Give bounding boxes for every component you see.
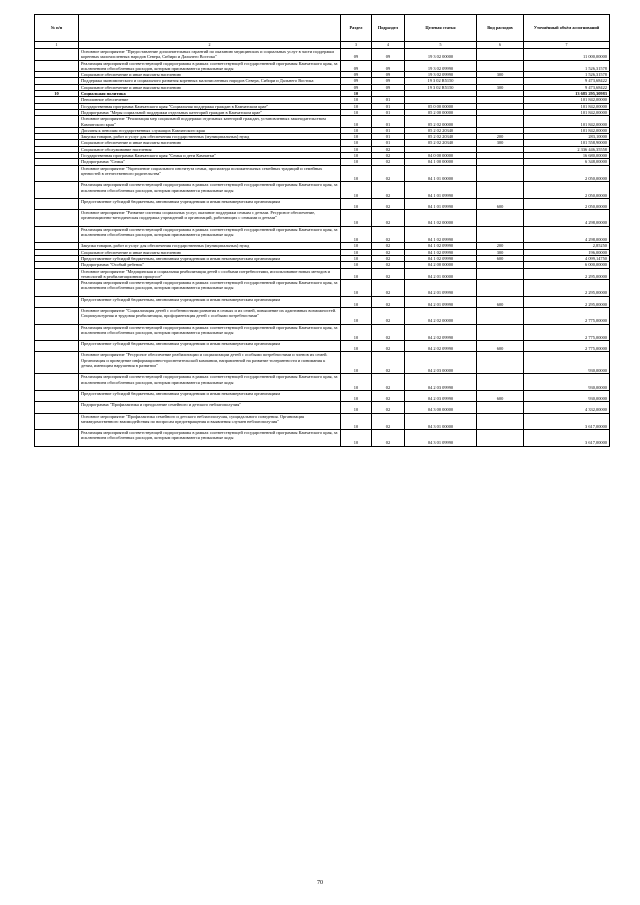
- row-expense-type: [477, 210, 524, 227]
- row-number: [35, 296, 79, 307]
- table-row: [35, 210, 610, 227]
- row-podrazdel: 02: [372, 296, 405, 307]
- table-row: [35, 280, 610, 297]
- row-expense-type: [477, 352, 524, 374]
- row-target-article: 19 3 02 R5150: [405, 78, 477, 84]
- row-podrazdel: 02: [372, 352, 405, 374]
- row-amount: 4 298,00000: [524, 210, 610, 227]
- row-amount: 3 617,00000: [524, 413, 610, 430]
- table-row: [35, 402, 610, 413]
- row-name: Основное мероприятие "Развитие системы социальных услуг, оказание поддержки семьям с детьми. Ресурсное обеспечение, организационно-методическая поддержка учреждений и организаций, работающих с семьями и детьми": [79, 210, 341, 227]
- row-amount: 2 295,00000: [524, 280, 610, 297]
- row-number: [35, 198, 79, 209]
- row-amount: 2 336 446,35558: [524, 146, 610, 152]
- row-name: Подпрограмма "Меры социальной поддержки отдельных категорий граждан в Камчатском крае": [79, 109, 341, 115]
- row-razdel: 10: [341, 430, 372, 447]
- row-name: Социальное обеспечение и иные выплаты населению: [79, 249, 341, 255]
- row-name: Подпрограмма "Особый ребенок": [79, 262, 341, 268]
- header-cs: Целевая статья: [405, 15, 477, 42]
- row-razdel: 09: [341, 72, 372, 78]
- row-target-article: 04 0 00 00000: [405, 153, 477, 159]
- row-expense-type: 600: [477, 390, 524, 401]
- row-podrazdel: 02: [372, 280, 405, 297]
- row-expense-type: [477, 402, 524, 413]
- row-amount: 2,85250: [524, 243, 610, 249]
- row-expense-type: 300: [477, 249, 524, 255]
- row-expense-type: [477, 307, 524, 324]
- row-razdel: 10: [341, 280, 372, 297]
- row-podrazdel: 09: [372, 84, 405, 90]
- row-razdel: 10: [341, 255, 372, 261]
- row-number: [35, 182, 79, 199]
- row-podrazdel: 01: [372, 97, 405, 103]
- column-index: 5: [405, 42, 477, 49]
- row-amount: 930,00000: [524, 390, 610, 401]
- row-target-article: 19 3 02 R5150: [405, 84, 477, 90]
- row-expense-type: [477, 165, 524, 182]
- row-name: Основное мероприятие "Укрепление социального института семьи, пропаганда положительных семейных традиций и семейных ценностей в отечественного родительства": [79, 165, 341, 182]
- row-amount: 101 842,00000: [524, 109, 610, 115]
- column-index-row: [35, 42, 610, 49]
- row-amount: 101 842,00000: [524, 116, 610, 128]
- row-podrazdel: 01: [372, 134, 405, 140]
- row-name: Предоставление субсидий бюджетным, автономным учреждениям и иным некоммерческим организациям: [79, 390, 341, 401]
- row-expense-type: [477, 374, 524, 391]
- row-amount: 196,00000: [524, 249, 610, 255]
- row-podrazdel: 02: [372, 268, 405, 280]
- row-target-article: 19 3 02 09990: [405, 72, 477, 78]
- row-name: Государственная программа Камчатского края "Социальная поддержка граждан в Камчатском крае": [79, 103, 341, 109]
- column-index: 6: [477, 42, 524, 49]
- row-podrazdel: 02: [372, 146, 405, 152]
- row-target-article: 04 1 01 00000: [405, 165, 477, 182]
- row-target-article: 04 2 00 00000: [405, 262, 477, 268]
- row-podrazdel: 02: [372, 324, 405, 341]
- row-razdel: 10: [341, 153, 372, 159]
- row-amount: 101 842,00000: [524, 103, 610, 109]
- row-amount: 2 050,00000: [524, 198, 610, 209]
- row-target-article: 04 1 00 00000: [405, 159, 477, 165]
- row-expense-type: [477, 60, 524, 72]
- row-amount: 930,00000: [524, 352, 610, 374]
- row-podrazdel: 02: [372, 390, 405, 401]
- row-name: Доплаты к пенсиям государственных служащих Камчатского края: [79, 127, 341, 133]
- row-razdel: 10: [341, 165, 372, 182]
- row-target-article: 04 2 03 09990: [405, 374, 477, 391]
- row-razdel: 10: [341, 243, 372, 249]
- row-podrazdel: 02: [372, 165, 405, 182]
- column-index: 3: [341, 42, 372, 49]
- row-amount: 1 526,31578: [524, 60, 610, 72]
- row-amount: 2 295,00000: [524, 296, 610, 307]
- table-row: [35, 198, 610, 209]
- row-number: [35, 210, 79, 227]
- header-sum: Уточнённый объём ассигнований: [524, 15, 610, 42]
- row-name: Основное мероприятие "Реализация мер социальной поддержки отдельных категорий граждан, установленных законодательством Камчатского края": [79, 116, 341, 128]
- row-number: [35, 430, 79, 447]
- row-amount: 930,00000: [524, 374, 610, 391]
- row-name: Предоставление субсидий бюджетным, автономным учреждениям и иным некоммерческим организациям: [79, 296, 341, 307]
- row-target-article: 04 1 02 00000: [405, 210, 477, 227]
- row-podrazdel: 02: [372, 255, 405, 261]
- row-podrazdel: 09: [372, 49, 405, 61]
- row-target-article: 04 2 03 09990: [405, 390, 477, 401]
- budget-table: [34, 14, 610, 447]
- row-number: [35, 280, 79, 297]
- row-target-article: 05 2 02 20340: [405, 127, 477, 133]
- header-name: [79, 15, 341, 42]
- row-razdel: 10: [341, 210, 372, 227]
- table-row: [35, 413, 610, 430]
- row-target-article: 05 2 02 20340: [405, 134, 477, 140]
- column-index: 2: [79, 42, 341, 49]
- column-index: 1: [35, 42, 79, 49]
- row-amount: 2 775,00000: [524, 307, 610, 324]
- table-row: [35, 268, 610, 280]
- row-target-article: 04 1 02 09990: [405, 255, 477, 261]
- row-podrazdel: 02: [372, 249, 405, 255]
- row-amount: 101 842,00000: [524, 127, 610, 133]
- row-razdel: 09: [341, 60, 372, 72]
- table-row: [35, 374, 610, 391]
- row-podrazdel: 01: [372, 103, 405, 109]
- row-name: Поддержка экономического и социального развития коренных малочисленных народов Севера, Сибири и Дальнего Востока: [79, 78, 341, 84]
- row-name: Основное мероприятие "Социализация детей с особенностями развития в семьях и их семей, повышение их адаптивных возможностей. Социокультурная и трудовая реабилитация, профориентация детей с особыми потребностями": [79, 307, 341, 324]
- row-expense-type: 600: [477, 296, 524, 307]
- row-name: Закупка товаров, работ и услуг для обеспечения государственных (муниципальных) нужд: [79, 243, 341, 249]
- row-podrazdel: 02: [372, 226, 405, 243]
- row-number: [35, 165, 79, 182]
- row-expense-type: 600: [477, 341, 524, 352]
- header-razdel: Раздел: [341, 15, 372, 42]
- row-podrazdel: 02: [372, 262, 405, 268]
- row-amount: 2 775,00000: [524, 324, 610, 341]
- row-name: Реализация мероприятий соответствующей подпрограммы в рамках соответствующей государственной программы Камчатского края, за исключением обособленных расходов, которым присваиваются уникальные коды: [79, 324, 341, 341]
- row-podrazdel: 01: [372, 109, 405, 115]
- row-podrazdel: 09: [372, 60, 405, 72]
- row-razdel: 09: [341, 49, 372, 61]
- row-name: Реализация мероприятий соответствующей подпрограммы в рамках соответствующей государственной программы Камчатского края, за исключением обособленных расходов, которым присваиваются уникальные коды: [79, 226, 341, 243]
- row-razdel: 09: [341, 78, 372, 84]
- row-expense-type: [477, 116, 524, 128]
- row-expense-type: [477, 226, 524, 243]
- row-name: Основное мероприятие "Ресурсное обеспечение реабилитации и социализации детей с особыми потребностями и членов их семей. Организация и проведение информационно-просветительской кампании, направленной на развитие толерантности и понимания к детям, имеющим нарушения в развитии": [79, 352, 341, 374]
- row-target-article: 05 2 02 20340: [405, 140, 477, 146]
- row-expense-type: 200: [477, 134, 524, 140]
- table-row: [35, 352, 610, 374]
- row-target-article: 04 3 00 00000: [405, 402, 477, 413]
- row-target-article: 04 1 01 09990: [405, 198, 477, 209]
- table-row: [35, 49, 610, 61]
- row-amount: 2 050,00000: [524, 182, 610, 199]
- row-expense-type: [477, 324, 524, 341]
- row-podrazdel: 02: [372, 430, 405, 447]
- row-amount: 13 685 295,30983: [524, 91, 610, 97]
- row-podrazdel: 02: [372, 413, 405, 430]
- row-number: [35, 116, 79, 128]
- row-expense-type: [477, 413, 524, 430]
- row-podrazdel: 01: [372, 140, 405, 146]
- table-row: [35, 341, 610, 352]
- row-number: [35, 60, 79, 72]
- row-amount: 101 558,90000: [524, 140, 610, 146]
- row-name: Подпрограмма "Семья": [79, 159, 341, 165]
- row-podrazdel: 02: [372, 182, 405, 199]
- row-target-article: 04 1 02 09990: [405, 226, 477, 243]
- row-expense-type: 300: [477, 84, 524, 90]
- row-number: [35, 352, 79, 374]
- row-podrazdel: 09: [372, 72, 405, 78]
- row-name: Государственная программа Камчатского края "Семья и дети Камчатки": [79, 153, 341, 159]
- row-expense-type: 600: [477, 255, 524, 261]
- row-razdel: 10: [341, 341, 372, 352]
- row-amount: 9 473,68422: [524, 84, 610, 90]
- row-target-article: 05 0 00 00000: [405, 103, 477, 109]
- row-expense-type: [477, 182, 524, 199]
- table-row: [35, 390, 610, 401]
- row-amount: 283,10000: [524, 134, 610, 140]
- row-name: Реализация мероприятий соответствующей подпрограммы в рамках соответствующей государственной программы Камчатского края, за исключением обособленных расходов, которым присваиваются уникальные коды: [79, 280, 341, 297]
- row-target-article: 04 2 01 09990: [405, 296, 477, 307]
- row-target-article: 05 2 02 00000: [405, 116, 477, 128]
- row-target-article: 04 3 01 00000: [405, 413, 477, 430]
- row-razdel: 10: [341, 109, 372, 115]
- row-number: [35, 49, 79, 61]
- row-amount: 3 617,00000: [524, 430, 610, 447]
- row-razdel: 10: [341, 159, 372, 165]
- table-row: [35, 226, 610, 243]
- row-podrazdel: 02: [372, 210, 405, 227]
- row-number: 10: [35, 91, 79, 97]
- row-amount: 2 775,00000: [524, 341, 610, 352]
- header-num: № п/п: [35, 15, 79, 42]
- row-name: Закупка товаров, работ и услуг для обеспечения государственных (муниципальных) нужд: [79, 134, 341, 140]
- row-target-article: 04 2 02 09990: [405, 324, 477, 341]
- row-name: Социальное обеспечение и иные выплаты населению: [79, 84, 341, 90]
- row-podrazdel: 02: [372, 243, 405, 249]
- row-razdel: 10: [341, 324, 372, 341]
- row-razdel: 10: [341, 182, 372, 199]
- row-name: Реализация мероприятий соответствующей подпрограммы в рамках соответствующей государственной программы Камчатского края, за исключением обособленных расходов, которым присваиваются уникальные коды: [79, 430, 341, 447]
- row-expense-type: [477, 280, 524, 297]
- row-razdel: 10: [341, 413, 372, 430]
- row-target-article: 04 1 02 09990: [405, 243, 477, 249]
- row-razdel: 10: [341, 198, 372, 209]
- row-razdel: 10: [341, 402, 372, 413]
- table-row: [35, 324, 610, 341]
- row-name: Основное мероприятие "Профилактика семейного и детского неблагополучия, суицидального поведения. Организация межведомственного взаимодействия по вопросам предотвращения и выявления случаев неблагополучия": [79, 413, 341, 430]
- row-name: Подпрограмма "Профилактика и преодоление семейного и детского неблагополучия": [79, 402, 341, 413]
- row-expense-type: 600: [477, 198, 524, 209]
- row-name: Основное мероприятие "Предоставление дополнительных гарантий по оказанию медицинских и социальных услуг в части поддержки коренных малочисленных народов Севера, Сибири и Дальнего Востока": [79, 49, 341, 61]
- row-expense-type: 300: [477, 72, 524, 78]
- row-amount: 2 050,00000: [524, 165, 610, 182]
- row-expense-type: 200: [477, 243, 524, 249]
- row-expense-type: [477, 268, 524, 280]
- row-expense-type: 300: [477, 140, 524, 146]
- table-row: [35, 296, 610, 307]
- row-amount: 2 295,00000: [524, 268, 610, 280]
- row-razdel: 10: [341, 249, 372, 255]
- row-number: [35, 413, 79, 430]
- page-number: 70: [317, 880, 323, 886]
- row-razdel: 10: [341, 140, 372, 146]
- row-amount: 6 348,00000: [524, 159, 610, 165]
- row-name: Реализация мероприятий соответствующей подпрограммы в рамках соответствующей государственной программы Камчатского края, за исключением обособленных расходов, которым присваиваются уникальные коды: [79, 374, 341, 391]
- row-name: Социальное обеспечение и иные выплаты населению: [79, 72, 341, 78]
- row-razdel: 10: [341, 390, 372, 401]
- row-amount: 16 680,00000: [524, 153, 610, 159]
- row-number: [35, 374, 79, 391]
- row-target-article: 04 2 03 00000: [405, 352, 477, 374]
- row-expense-type: [477, 49, 524, 61]
- row-target-article: 04 1 02 09990: [405, 249, 477, 255]
- row-razdel: 10: [341, 374, 372, 391]
- row-name: Пенсионное обеспечение: [79, 97, 341, 103]
- row-target-article: 04 2 02 00000: [405, 307, 477, 324]
- row-target-article: 19 3 02 00000: [405, 49, 477, 61]
- row-name: Основное мероприятие "Медицинская и социальная реабилитация детей с особыми потребностями, использование новых методов и технологий в реабилитационном процессе": [79, 268, 341, 280]
- row-amount: 9 473,68422: [524, 78, 610, 84]
- row-name: Предоставление субсидий бюджетным, автономным учреждениям и иным некоммерческим организациям: [79, 341, 341, 352]
- row-target-article: 04 1 01 09990: [405, 182, 477, 199]
- row-amount: 6 000,00000: [524, 262, 610, 268]
- row-amount: 1 526,31578: [524, 72, 610, 78]
- row-number: [35, 226, 79, 243]
- row-razdel: 09: [341, 84, 372, 90]
- row-razdel: 10: [341, 103, 372, 109]
- header-podrazdel: Подраздел: [372, 15, 405, 42]
- row-podrazdel: 02: [372, 159, 405, 165]
- row-name: Реализация мероприятий соответствующей подпрограммы в рамках соответствующей государственной программы Камчатского края, за исключением обособленных расходов, которым присваиваются уникальные коды: [79, 60, 341, 72]
- row-podrazdel: 02: [372, 402, 405, 413]
- row-number: [35, 390, 79, 401]
- table-header-row: [35, 15, 610, 42]
- row-podrazdel: 02: [372, 307, 405, 324]
- row-podrazdel: 09: [372, 78, 405, 84]
- row-name: Предоставление субсидий бюджетным, автономным учреждениям и иным некоммерческим организациям: [79, 198, 341, 209]
- table-row: [35, 165, 610, 182]
- row-number: [35, 324, 79, 341]
- row-target-article: 04 2 01 09990: [405, 280, 477, 297]
- row-razdel: 10: [341, 91, 372, 97]
- row-razdel: 10: [341, 307, 372, 324]
- row-amount: 4 298,00000: [524, 226, 610, 243]
- row-razdel: 10: [341, 97, 372, 103]
- table-body: [35, 49, 610, 447]
- row-razdel: 10: [341, 146, 372, 152]
- row-target-article: 04 3 01 09990: [405, 430, 477, 447]
- row-podrazdel: 01: [372, 127, 405, 133]
- row-razdel: 10: [341, 226, 372, 243]
- row-number: [35, 402, 79, 413]
- row-number: [35, 268, 79, 280]
- row-razdel: 10: [341, 352, 372, 374]
- row-name: Социальная политика: [79, 91, 341, 97]
- table-row: [35, 430, 610, 447]
- column-index: 4: [372, 42, 405, 49]
- row-podrazdel: 02: [372, 153, 405, 159]
- row-target-article: 19 3 02 09990: [405, 60, 477, 72]
- row-razdel: 10: [341, 127, 372, 133]
- table-row: [35, 116, 610, 128]
- table-row: [35, 307, 610, 324]
- row-amount: 101 842,00000: [524, 97, 610, 103]
- row-name: Социальное обслуживание населения: [79, 146, 341, 152]
- row-number: [35, 341, 79, 352]
- row-target-article: 04 2 01 00000: [405, 268, 477, 280]
- row-target-article: 04 2 02 09990: [405, 341, 477, 352]
- row-razdel: 10: [341, 262, 372, 268]
- table-row: [35, 60, 610, 72]
- row-razdel: 10: [341, 268, 372, 280]
- column-index: 7: [524, 42, 610, 49]
- row-podrazdel: 02: [372, 341, 405, 352]
- table-row: [35, 182, 610, 199]
- row-target-article: 05 2 00 00000: [405, 109, 477, 115]
- row-name: Предоставление субсидий бюджетным, автономным учреждениям и иным некоммерческим организациям: [79, 255, 341, 261]
- row-podrazdel: 02: [372, 198, 405, 209]
- row-podrazdel: 01: [372, 116, 405, 128]
- row-name: Реализация мероприятий соответствующей подпрограммы в рамках соответствующей государственной программы Камчатского края, за исключением обособленных расходов, которым присваиваются уникальные коды: [79, 182, 341, 199]
- row-razdel: 10: [341, 116, 372, 128]
- row-razdel: 10: [341, 296, 372, 307]
- row-name: Социальное обеспечение и иные выплаты населению: [79, 140, 341, 146]
- row-number: [35, 307, 79, 324]
- row-podrazdel: 02: [372, 374, 405, 391]
- row-amount: 4 099,14750: [524, 255, 610, 261]
- row-expense-type: [477, 430, 524, 447]
- row-amount: 11 000,00000: [524, 49, 610, 61]
- header-vid: Вид расходов: [477, 15, 524, 42]
- row-razdel: 10: [341, 134, 372, 140]
- row-amount: 4 332,00000: [524, 402, 610, 413]
